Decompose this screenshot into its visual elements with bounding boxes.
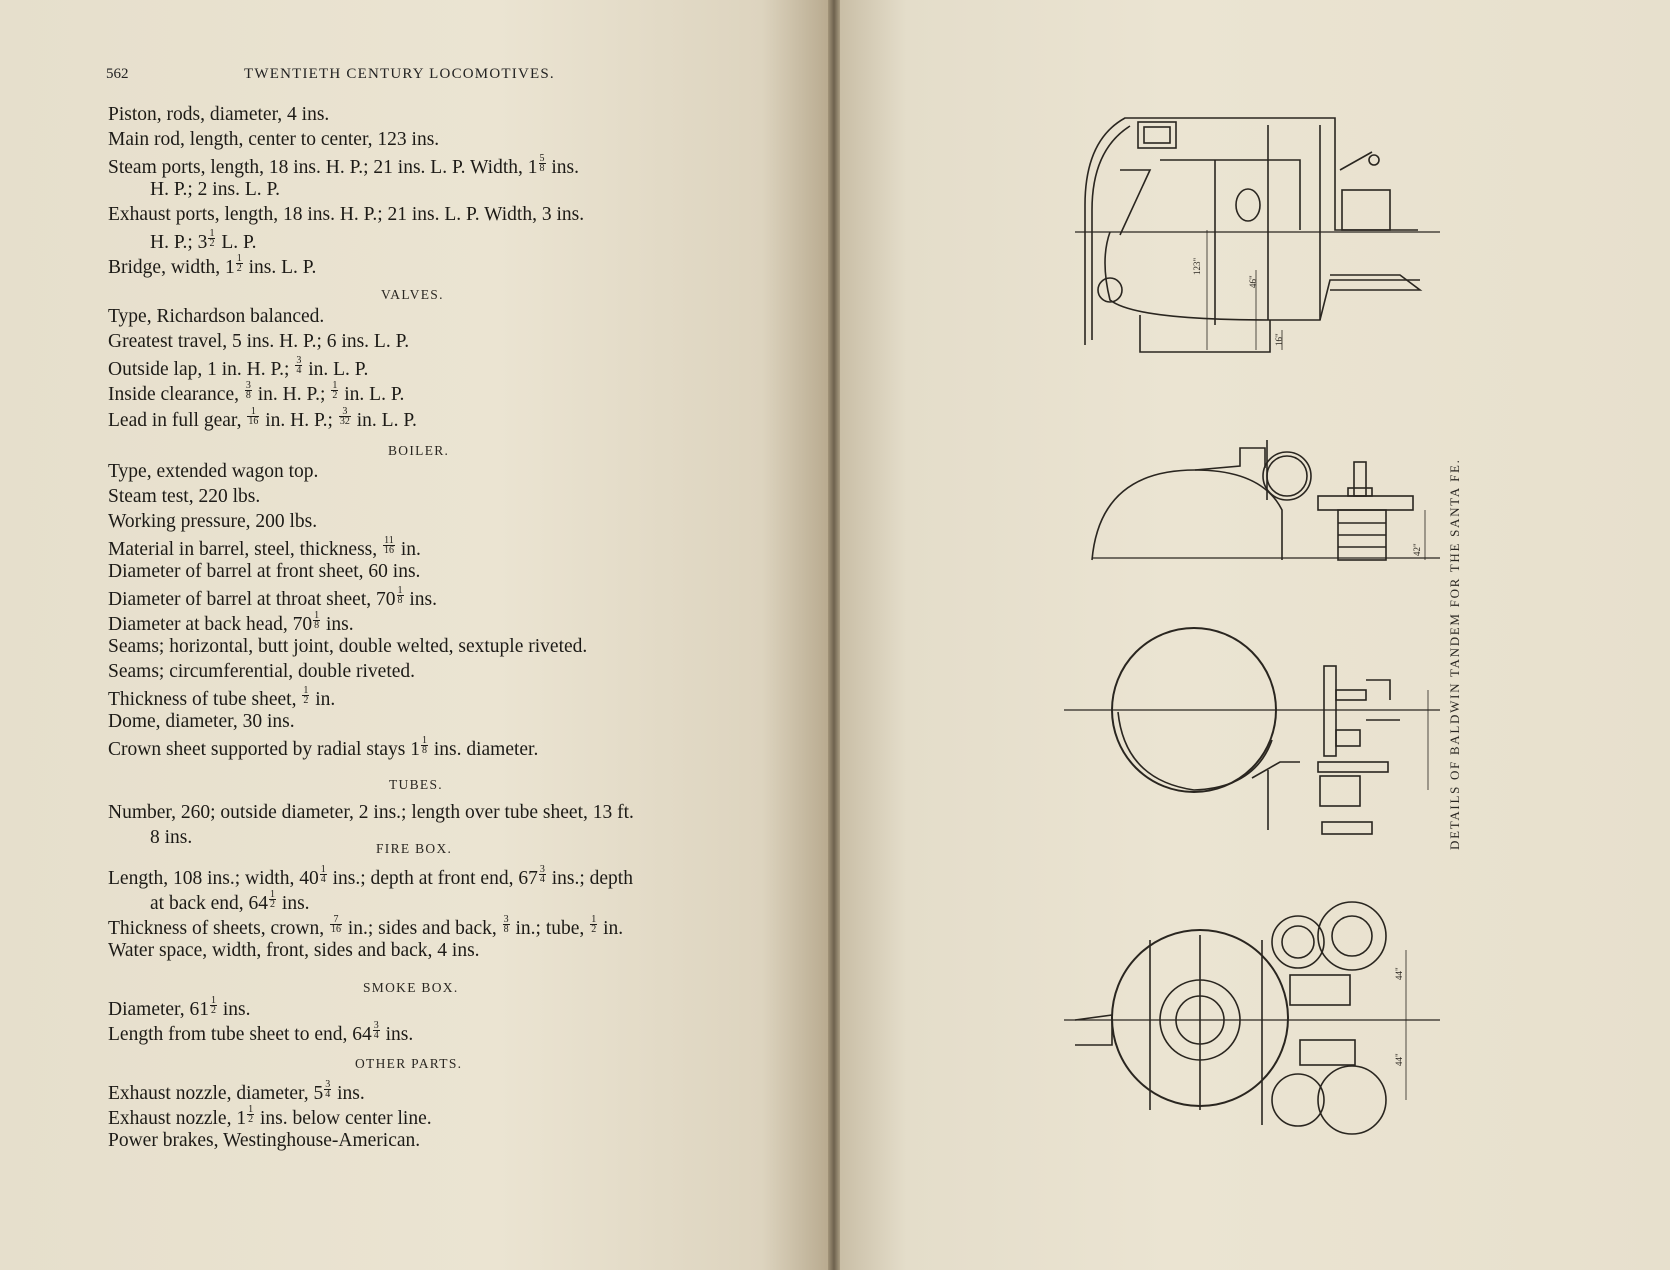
fraction-numerator: 5 bbox=[539, 153, 545, 164]
fraction-denominator: 2 bbox=[303, 695, 309, 706]
spec-line: Steam test, 220 lbs. bbox=[108, 486, 261, 507]
text-run: H. P.; 3 bbox=[150, 232, 208, 253]
spec-line: Type, Richardson balanced. bbox=[108, 306, 325, 327]
fraction-denominator: 16 bbox=[384, 545, 394, 556]
spec-line: 8 ins. bbox=[150, 827, 193, 848]
dimension-label: 42" bbox=[1412, 543, 1422, 556]
fraction-denominator: 2 bbox=[209, 238, 215, 249]
fraction-numerator: 7 bbox=[330, 915, 342, 925]
fraction-numerator: 11 bbox=[384, 535, 394, 546]
fraction-numerator: 1 bbox=[591, 914, 597, 925]
fraction-denominator: 8 bbox=[314, 620, 320, 631]
spec-line: Seams; horizontal, butt joint, double welted, sextuple riveted. bbox=[108, 636, 588, 657]
running-head: TWENTIETH CENTURY LOCOMOTIVES. bbox=[244, 66, 555, 82]
text-run: L. P. bbox=[216, 232, 257, 253]
drawing-boiler-cross-section bbox=[1064, 628, 1440, 834]
fraction-numerator: 3 bbox=[339, 407, 351, 417]
fraction-numerator: 3 bbox=[296, 355, 302, 366]
fraction-denominator: 16 bbox=[248, 416, 259, 427]
fraction-denominator: 32 bbox=[339, 416, 350, 427]
fraction-denominator: 2 bbox=[270, 899, 276, 910]
fraction-numerator: 3 bbox=[539, 864, 545, 875]
drawing-cab-section bbox=[1075, 118, 1440, 352]
text-run: in.; tube, bbox=[510, 918, 590, 939]
text-run: ins. below center line. bbox=[255, 1108, 432, 1129]
text-run: in. L. P. bbox=[351, 410, 417, 431]
drawing-boiler-half-section bbox=[1092, 440, 1440, 560]
text-run: in. H. P.; bbox=[252, 384, 331, 405]
figure-caption: DETAILS OF BALDWIN TANDEM FOR THE SANTA FE. bbox=[1447, 458, 1462, 850]
fraction-numerator: 1 bbox=[211, 995, 217, 1006]
spec-line: Main rod, length, center to center, 123 ins. bbox=[108, 129, 440, 150]
dimension-label: 44" bbox=[1394, 1053, 1404, 1066]
dimension-label: 16" bbox=[1274, 333, 1284, 346]
text-run: ins. bbox=[332, 1083, 365, 1104]
page-number: 562 bbox=[106, 66, 129, 82]
fraction-denominator: 16 bbox=[330, 924, 341, 935]
text-run: Steam ports, length, 18 ins. H. P.; 21 ins. L. P. Width, 1 bbox=[108, 157, 538, 178]
fraction-denominator: 8 bbox=[503, 924, 509, 935]
text-run: Length from tube sheet to end, 64 bbox=[108, 1024, 372, 1045]
fraction-numerator: 1 bbox=[421, 735, 427, 746]
text-run: Bridge, width, 1 bbox=[108, 257, 235, 278]
text-run: ins.; depth bbox=[546, 868, 633, 889]
spec-line: Power brakes, Westinghouse-American. bbox=[108, 1130, 421, 1151]
spec-line: Working pressure, 200 lbs. bbox=[108, 511, 318, 532]
spec-line: Greatest travel, 5 ins. H. P.; 6 ins. L. P. bbox=[108, 331, 410, 352]
section-heading-boiler: BOILER. bbox=[388, 443, 450, 458]
text-run: Thickness of tube sheet, bbox=[108, 689, 302, 710]
text-run: Exhaust nozzle, 1 bbox=[108, 1108, 247, 1129]
fraction-numerator: 3 bbox=[325, 1079, 331, 1090]
fraction-numerator: 1 bbox=[248, 1104, 254, 1115]
drawing-smokebox-front bbox=[1064, 902, 1440, 1134]
section-heading-tubes: TUBES. bbox=[389, 777, 443, 792]
text-run: ins. bbox=[277, 893, 310, 914]
text-run: in. bbox=[310, 689, 336, 710]
text-run: in. H. P.; bbox=[260, 410, 338, 431]
text-run: ins.; depth at front end, 67 bbox=[327, 868, 538, 889]
dimension-label: 46" bbox=[1248, 275, 1258, 288]
spec-line: Number, 260; outside diameter, 2 ins.; length over tube sheet, 13 ft. bbox=[108, 802, 634, 823]
text-run: Material in barrel, steel, thickness, bbox=[108, 539, 382, 560]
text-run: ins. diameter. bbox=[428, 739, 539, 760]
section-heading-fire-box: FIRE BOX. bbox=[376, 841, 453, 856]
text-run: in. bbox=[598, 918, 624, 939]
fraction-denominator: 2 bbox=[211, 1005, 217, 1016]
text-run: Diameter, 61 bbox=[108, 999, 210, 1020]
section-heading-smoke-box: SMOKE BOX. bbox=[363, 980, 459, 995]
fraction-denominator: 2 bbox=[332, 390, 338, 401]
text-run: ins. bbox=[321, 614, 354, 635]
fraction-denominator: 4 bbox=[539, 874, 545, 885]
fraction-denominator: 4 bbox=[320, 874, 326, 885]
fraction-denominator: 8 bbox=[539, 163, 545, 174]
text-run: Length, 108 ins.; width, 40 bbox=[108, 868, 319, 889]
fraction-numerator: 1 bbox=[236, 253, 242, 264]
fraction-numerator: 3 bbox=[503, 914, 509, 925]
section-heading-valves: VALVES. bbox=[381, 287, 444, 302]
text-run: ins. bbox=[546, 157, 580, 178]
fraction-denominator: 4 bbox=[373, 1030, 379, 1041]
text-run: in. bbox=[396, 539, 421, 560]
fraction-numerator: 1 bbox=[303, 685, 309, 696]
fraction-denominator: 2 bbox=[591, 924, 597, 935]
dimension-label: 44" bbox=[1394, 967, 1404, 980]
fraction-numerator: 1 bbox=[270, 889, 276, 900]
fraction-numerator: 1 bbox=[332, 380, 338, 391]
spec-line: Diameter of barrel at front sheet, 60 ins. bbox=[108, 561, 421, 582]
fraction-numerator: 1 bbox=[397, 585, 403, 596]
fraction-denominator: 2 bbox=[236, 263, 242, 274]
fraction-numerator: 1 bbox=[314, 610, 320, 621]
fraction-numerator: 1 bbox=[320, 864, 326, 875]
text-run: Lead in full gear, bbox=[108, 410, 247, 431]
fraction-numerator: 3 bbox=[245, 380, 251, 391]
fraction-denominator: 2 bbox=[248, 1114, 254, 1125]
text-run: Outside lap, 1 in. H. P.; bbox=[108, 359, 295, 380]
text-run: ins. L. P. bbox=[243, 257, 317, 278]
fraction-numerator: 1 bbox=[209, 228, 215, 239]
text-run: at back end, 64 bbox=[150, 893, 269, 914]
text-run: ins. bbox=[218, 999, 251, 1020]
text-run: Thickness of sheets, crown, bbox=[108, 918, 329, 939]
section-heading-other-parts: OTHER PARTS. bbox=[355, 1056, 463, 1071]
spec-line: Seams; circumferential, double riveted. bbox=[108, 661, 416, 682]
dimension-label: 123" bbox=[1192, 257, 1202, 275]
fraction-denominator: 8 bbox=[397, 595, 403, 606]
text-run: Exhaust nozzle, diameter, 5 bbox=[108, 1083, 324, 1104]
fraction-denominator: 4 bbox=[325, 1089, 331, 1100]
text-run: ins. bbox=[380, 1024, 414, 1045]
fraction-denominator: 8 bbox=[421, 745, 427, 756]
text-run: Crown sheet supported by radial stays 1 bbox=[108, 739, 420, 760]
spec-line: H. P.; 2 ins. L. P. bbox=[150, 179, 281, 200]
fraction-denominator: 4 bbox=[296, 365, 302, 376]
text-run: Diameter of barrel at throat sheet, 70 bbox=[108, 589, 396, 610]
text-run: ins. bbox=[404, 589, 438, 610]
fraction-denominator: 8 bbox=[245, 390, 251, 401]
text-run: Inside clearance, bbox=[108, 384, 244, 405]
spec-line: Piston, rods, diameter, 4 ins. bbox=[108, 104, 330, 125]
text-run: in. L. P. bbox=[303, 359, 369, 380]
fraction-numerator: 3 bbox=[373, 1020, 379, 1031]
text-run: in. L. P. bbox=[339, 384, 405, 405]
text-run: Diameter at back head, 70 bbox=[108, 614, 313, 635]
spec-line: Dome, diameter, 30 ins. bbox=[108, 711, 295, 732]
spec-line: Exhaust ports, length, 18 ins. H. P.; 21 ins. L. P. Width, 3 ins. bbox=[108, 204, 585, 225]
spec-line: Water space, width, front, sides and back, 4 ins. bbox=[108, 940, 480, 961]
spec-line: Type, extended wagon top. bbox=[108, 461, 319, 482]
text-run: in.; sides and back, bbox=[342, 918, 502, 939]
fraction-numerator: 1 bbox=[247, 407, 259, 417]
